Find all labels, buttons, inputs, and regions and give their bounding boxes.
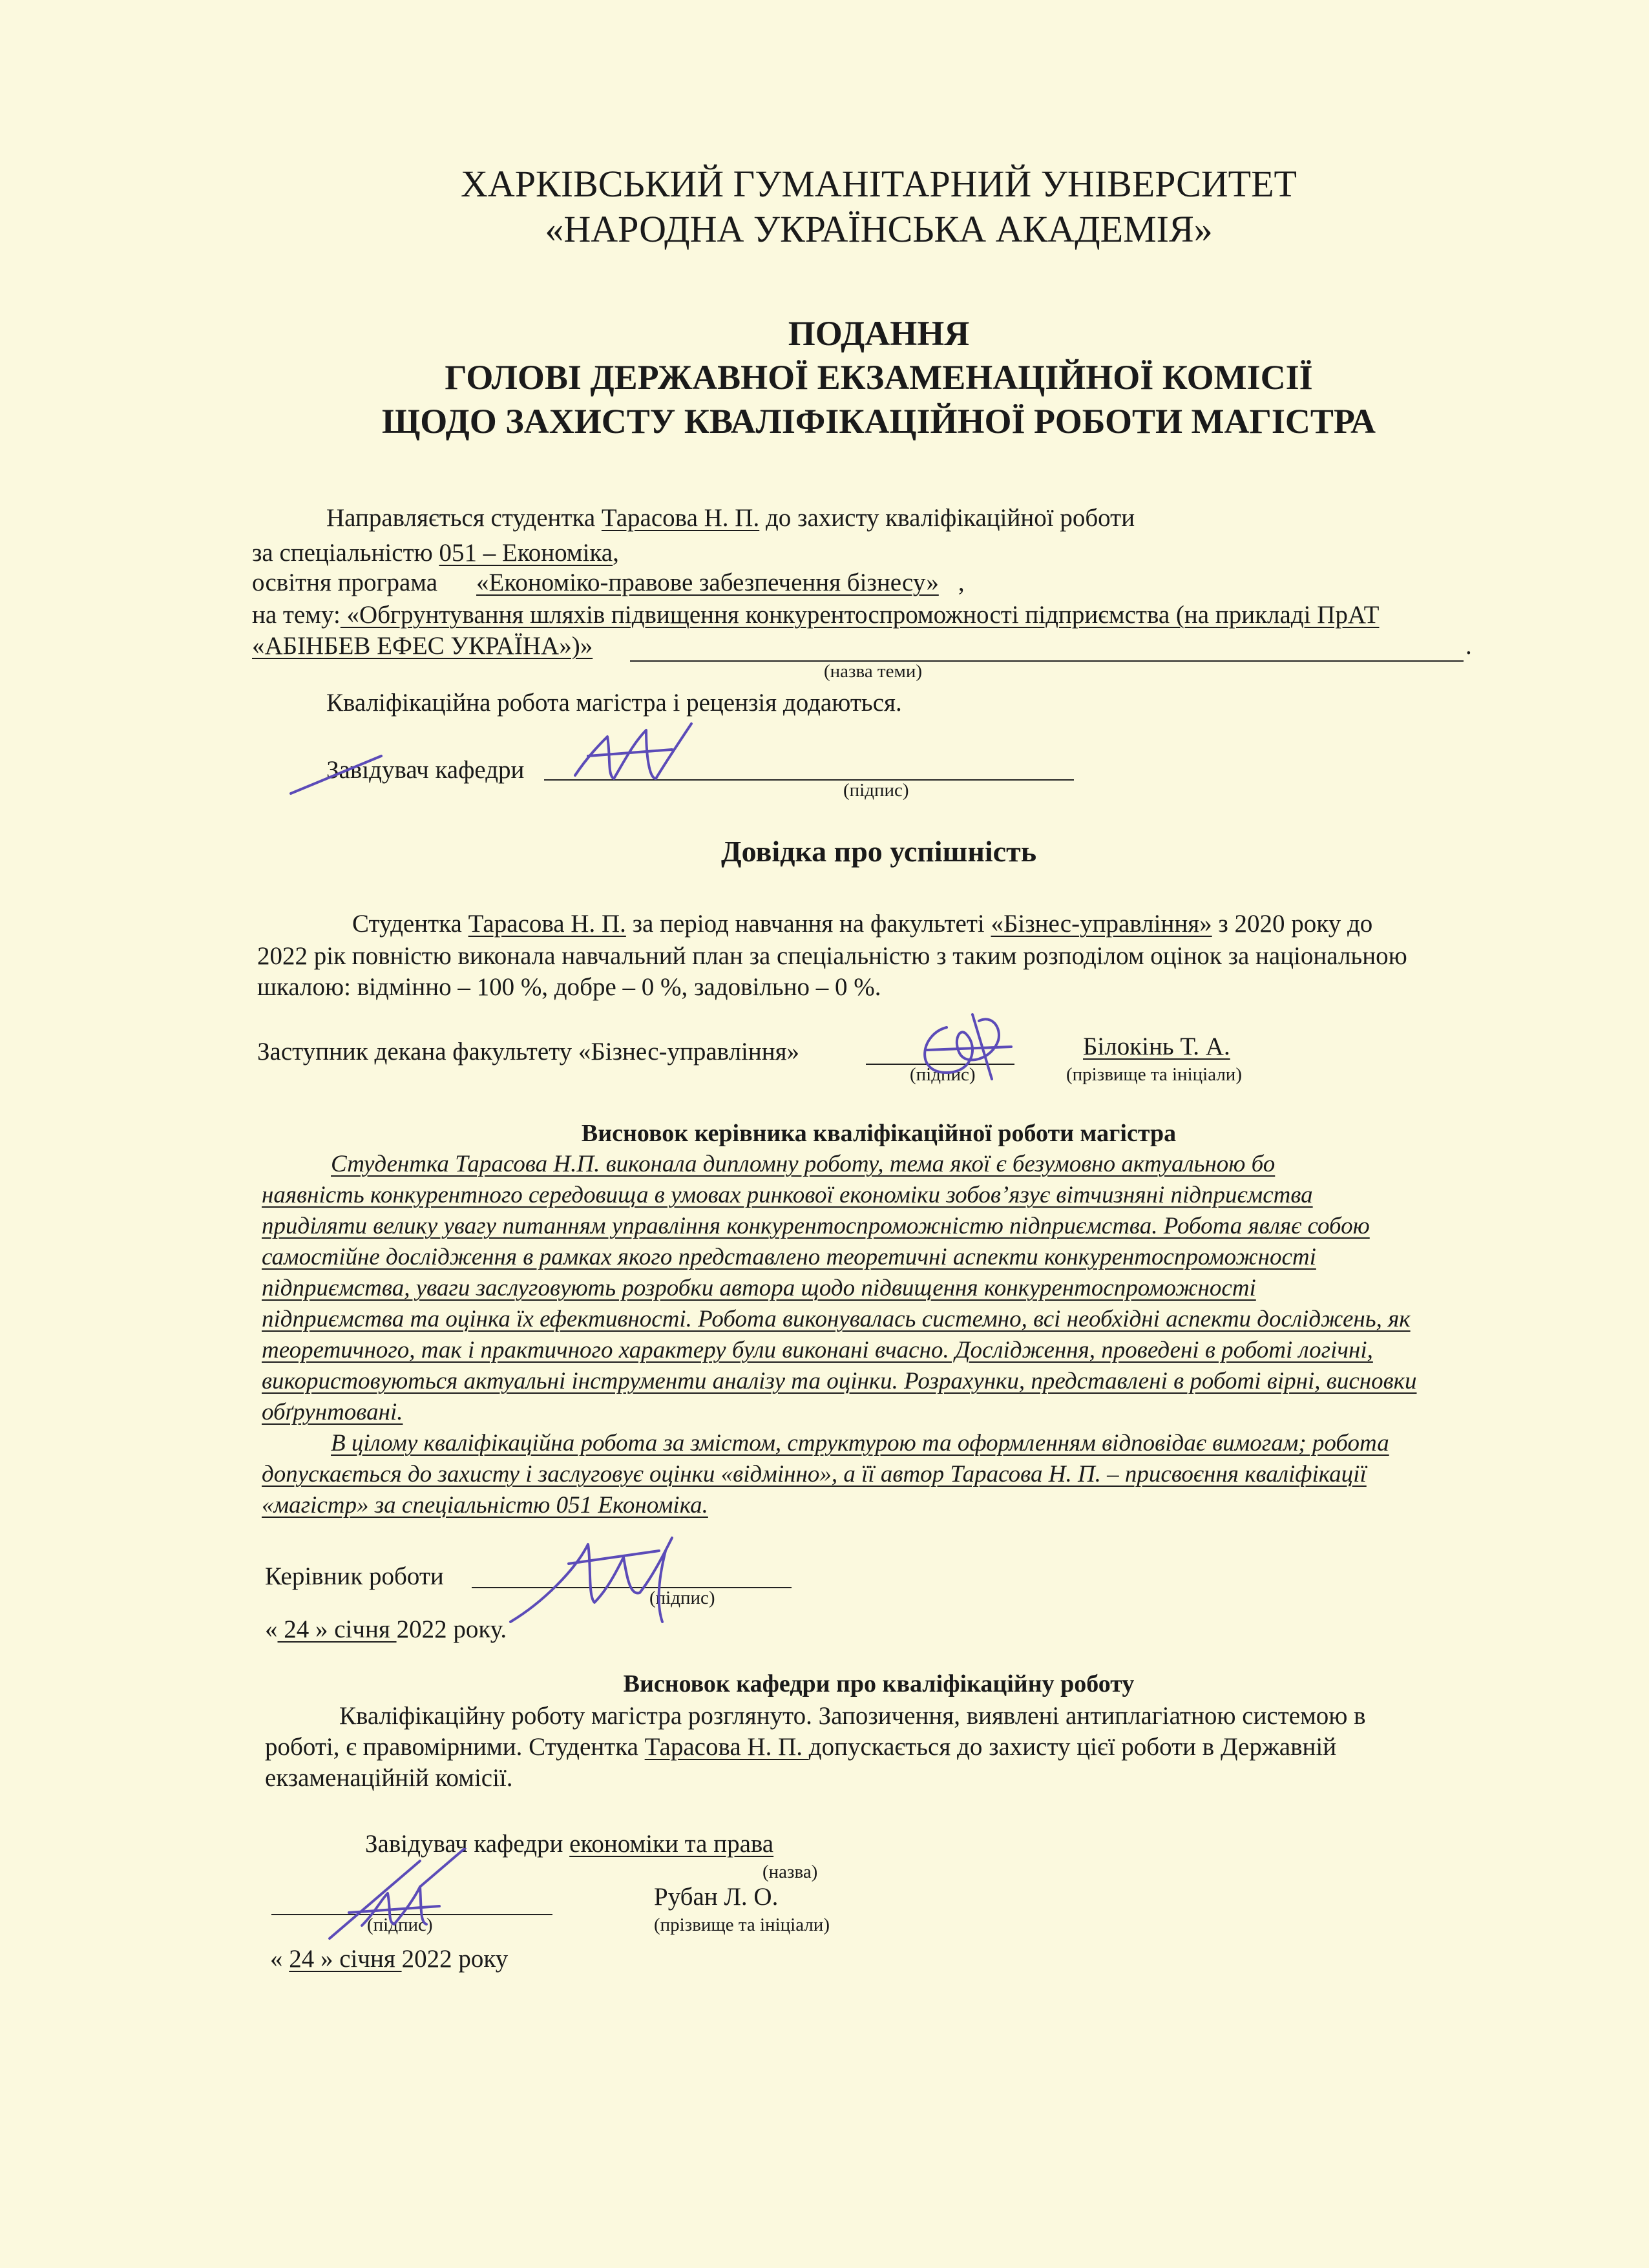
department-heading: Висновок кафедри про кваліфікаційну роботу — [623, 1670, 1135, 1697]
conclusion-line-6: підприємства та оцінка їх ефективності. Робота виконувалась системно, всі необхідні аспекти досліджень, як — [262, 1306, 1411, 1332]
topic-caption: (назва теми) — [824, 661, 923, 682]
student-name: Тарасова Н. П. — [601, 504, 760, 532]
submission-line2: за спеціальністю 051 – Економіка, — [252, 539, 619, 567]
conclusion-line-7: теоретичного, так і практичного характеру були виконані вчасно. Дослідження, проведені в роботі логічні, — [262, 1337, 1373, 1363]
deputy-dean-label: Заступник декана факультету «Бізнес-управління» — [257, 1038, 800, 1066]
department-head-label: Завідувач кафедри економіки та права — [365, 1830, 774, 1858]
topic-line1: «Обгрунтування шляхів підвищення конкурентоспроможності підприємства (на прикладі ПрАТ — [340, 601, 1380, 629]
performance-line2: 2022 рік повністю виконала навчальний план за спеціальністю з таким розподілом оцінок за національною — [257, 942, 1407, 970]
doc-title-line2: ГОЛОВІ ДЕРЖАВНОЇ ЕКЗАМЕНАЦІЙНОЇ КОМІСІЇ — [445, 358, 1313, 397]
department-signature-icon — [323, 1848, 491, 1945]
academy-name: «НАРОДНА УКРАЇНСЬКА АКАДЕМІЯ» — [545, 208, 1213, 250]
conclusion-line-9: обґрунтовані. — [262, 1399, 403, 1425]
conclusion-line-8: використовуються актуальні інструменти аналізу та оцінки. Розрахунки, представлені в роботі вірні, висновки — [262, 1368, 1417, 1394]
head-label: Завідувач кафедри — [326, 756, 525, 784]
conclusion-line-12: «магістр» за спеціальністю 051 Економіка. — [262, 1492, 708, 1518]
head-signature-caption: (підпис) — [843, 780, 909, 801]
deputy-name-caption: (прізвище та ініціали) — [1066, 1064, 1242, 1085]
conclusion-line-5: підприємства, уваги заслуговують розробки автора щодо підвищення конкурентоспроможності — [262, 1275, 1256, 1301]
faculty-name: «Бізнес-управління» — [991, 910, 1212, 938]
specialty: 051 – Економіка — [439, 539, 613, 567]
head-signature-icon — [284, 717, 698, 801]
conclusion-line-10: В цілому кваліфікаційна робота за змістом, структурою та оформленням відповідає вимогам; робота — [331, 1430, 1389, 1456]
deputy-signature-caption: (підпис) — [910, 1064, 976, 1085]
conclusion-line-11: допускається до захисту і заслуговує оцінки «відмінно», а її автор Тарасова Н. П. – присвоєння кваліфікації — [262, 1461, 1367, 1487]
department-line3: екзаменаційній комісії. — [265, 1764, 513, 1792]
department-date: « 24 » січня 2022 року — [270, 1945, 509, 1973]
deputy-dean-name: Білокінь Т. А. — [1083, 1033, 1230, 1060]
topic-end: . — [1465, 632, 1472, 660]
student-name-2: Тарасова Н. П. — [468, 910, 626, 938]
performance-line3: шкалою: відмінно – 100 %, добре – 0 %, задовільно – 0 %. — [257, 973, 881, 1001]
department-name: економіки та права — [569, 1830, 774, 1858]
submission-line1: Направляється студентка Тарасова Н. П. до захисту кваліфікаційної роботи — [326, 504, 1135, 532]
doc-title: ПОДАННЯ — [788, 314, 970, 353]
performance-heading: Довідка про успішність — [720, 835, 1037, 868]
attached-note: Кваліфікаційна робота магістра і рецензія додаються. — [326, 689, 902, 717]
department-name-caption: (прізвище та ініціали) — [654, 1915, 830, 1935]
submission-line3: освітня програма «Економіко-правове забезпечення бізнесу» , — [252, 569, 965, 596]
conclusion-line-2: наявність конкурентного середовища в умовах ринкової економіки зобов’язує вітчизняні підприємства — [262, 1182, 1313, 1208]
doc-title-line3: ЩОДО ЗАХИСТУ КВАЛІФІКАЦІЙНОЇ РОБОТИ МАГІСТРА — [382, 402, 1376, 441]
department-line1: Кваліфікаційну роботу магістра розглянуто. Запозичення, виявлені антиплагіатною системою в — [339, 1702, 1366, 1730]
conclusion-line-3: приділяти велику увагу питанням управління конкурентоспроможністю підприємства. Робота являє собою — [262, 1213, 1370, 1239]
university-name: ХАРКІВСЬКИЙ ГУМАНІТАРНИЙ УНІВЕРСИТЕТ — [461, 163, 1297, 205]
deputy-signature-icon — [901, 1002, 1031, 1086]
submission-line4: на тему: «Обгрунтування шляхів підвищення конкурентоспроможності підприємства (на прикладі ПрАТ — [252, 601, 1380, 629]
program: «Економіко-правове забезпечення бізнесу» — [476, 569, 939, 596]
department-caption: (назва) — [762, 1862, 818, 1882]
department-head-name: Рубан Л. О. — [654, 1883, 779, 1911]
topic-underline — [630, 660, 1464, 662]
student-name-3: Тарасова Н. П. — [644, 1733, 809, 1761]
conclusion-line-1: Студентка Тарасова Н.П. виконала дипломну роботу, тема якої є безумовно актуальною бо — [331, 1151, 1276, 1177]
supervisor-label: Керівник роботи — [265, 1562, 444, 1590]
supervisor-signature-caption: (підпис) — [649, 1588, 715, 1608]
topic-line2: «АБІНБЕВ ЕФЕС УКРАЇНА»)» — [252, 632, 593, 660]
supervisor-date: « 24 » січня 2022 року. — [265, 1615, 507, 1643]
supervisor-signature-icon — [504, 1525, 724, 1628]
supervisor-heading: Висновок керівника кваліфікаційної роботи магістра — [581, 1120, 1177, 1147]
conclusion-line-4: самостійне дослідження в рамках якого представлено теоретичні аспекти конкурентоспроможності — [262, 1244, 1316, 1270]
department-line2: роботі, є правомірними. Студентка Тарасова Н. П. допускається до захисту цієї роботи в Державній — [265, 1733, 1337, 1761]
performance-line1: Студентка Тарасова Н. П. за період навчання на факультеті «Бізнес-управління» з 2020 року до — [352, 910, 1373, 938]
department-signature-caption: (підпис) — [367, 1915, 433, 1935]
